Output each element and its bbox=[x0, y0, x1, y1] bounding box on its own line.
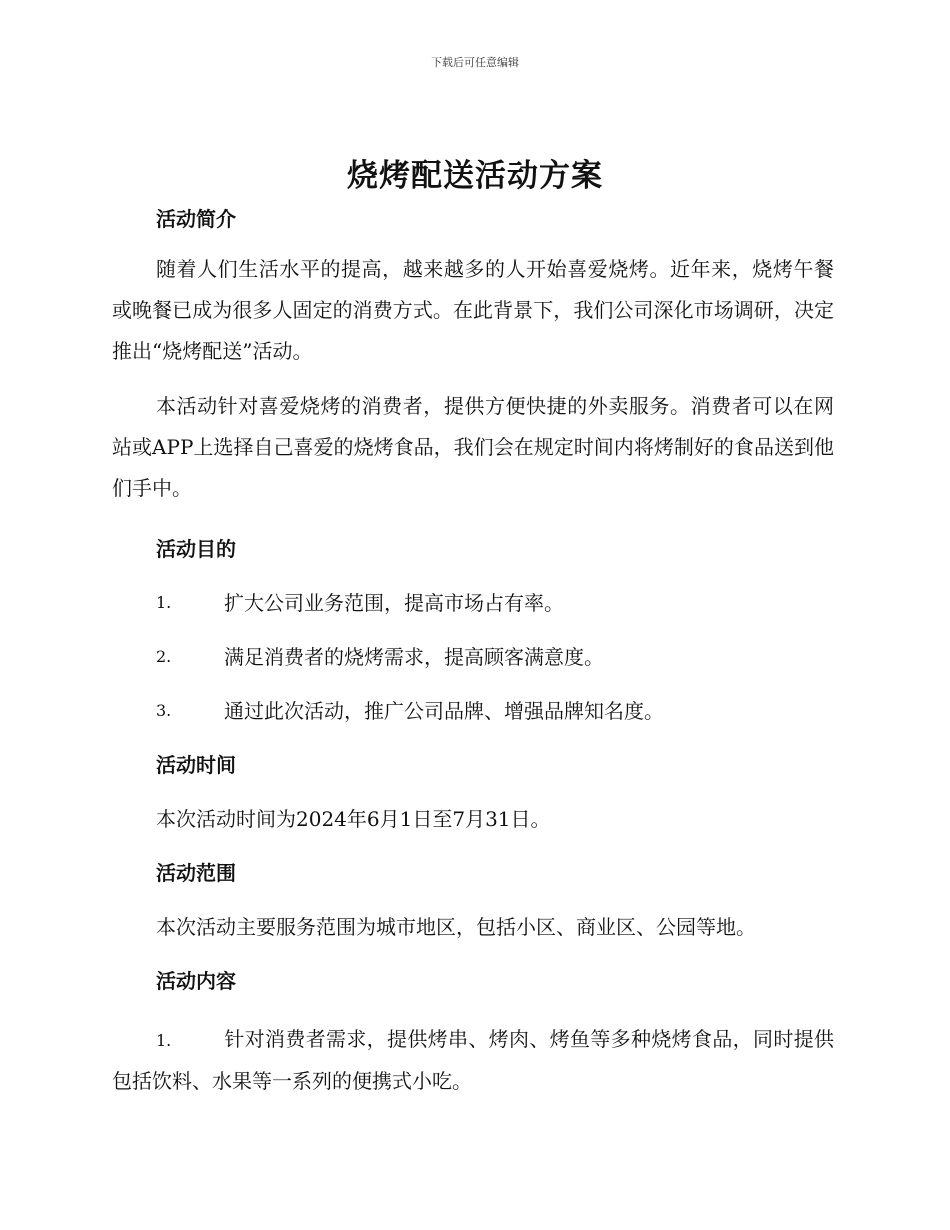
list-number: 2. bbox=[156, 647, 172, 666]
list-text: 通过此次活动，推广公司品牌、增强品牌知名度。 bbox=[224, 699, 664, 723]
purpose-list-item bbox=[156, 641, 834, 673]
section-heading-purpose: 活动目的 bbox=[156, 537, 236, 561]
time-text: 本次活动时间为2024年6月1日至7月31日。 bbox=[156, 807, 551, 831]
section-heading-time: 活动时间 bbox=[156, 753, 236, 777]
list-number: 1. bbox=[156, 1031, 172, 1050]
document-title: 烧烤配送活动方案 bbox=[347, 158, 603, 194]
content-list-item bbox=[112, 1019, 834, 1102]
intro-paragraph: 本活动针对喜爱烧烤的消费者，提供方便快捷的外卖服务。消费者可以在网站或APP上选择自己喜爱的烧烤食品，我们会在规定时间内将烤制好的食品送到他们手中。 bbox=[112, 394, 834, 500]
list-number: 3. bbox=[156, 701, 172, 720]
purpose-list-item bbox=[156, 587, 834, 619]
intro-paragraph: 随着人们生活水平的提高，越来越多的人开始喜爱烧烤。近年来，烧烤午餐或晚餐已成为很多人固定的消费方式。在此背景下，我们公司深化市场调研，决定推出“烧烤配送”活动。 bbox=[112, 257, 834, 363]
purpose-list-item bbox=[156, 695, 834, 727]
list-number: 1. bbox=[156, 593, 172, 612]
list-text: 针对消费者需求，提供烤串、烤肉、烤鱼等多种烧烤食品，同时提供包括饮料、水果等一系列的便携式小吃。 bbox=[112, 1027, 834, 1093]
list-text: 满足消费者的烧烤需求，提高顾客满意度。 bbox=[224, 645, 604, 669]
document-body bbox=[112, 203, 834, 1102]
header-note: 下载后可任意编辑 bbox=[431, 56, 519, 69]
list-text: 扩大公司业务范围，提高市场占有率。 bbox=[224, 591, 564, 615]
scope-text: 本次活动主要服务范围为城市地区，包括小区、商业区、公园等地。 bbox=[156, 915, 756, 939]
section-heading-intro: 活动简介 bbox=[156, 207, 236, 231]
section-heading-content: 活动内容 bbox=[156, 969, 236, 993]
section-heading-scope: 活动范围 bbox=[156, 861, 236, 885]
